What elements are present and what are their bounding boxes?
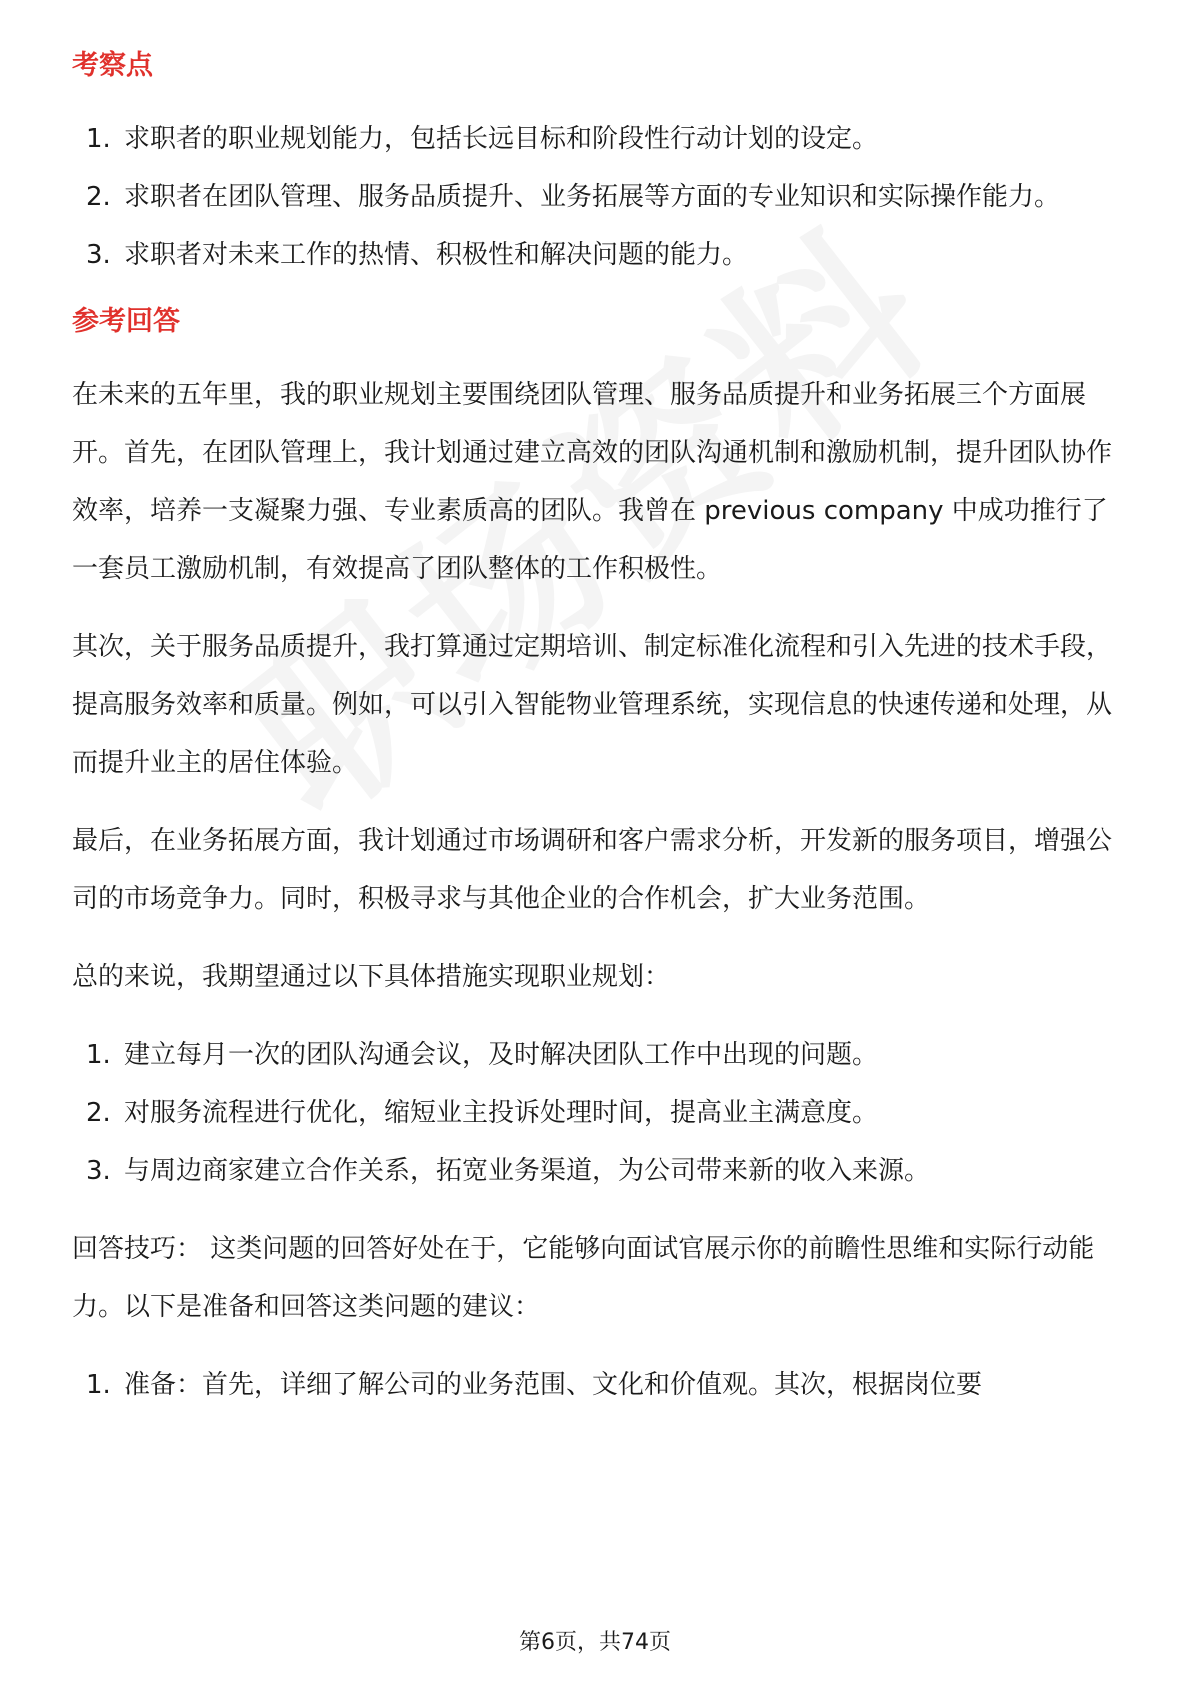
list-text: 与周边商家建立合作关系，拓宽业务渠道，为公司带来新的收入来源。 <box>124 1156 931 1186</box>
section-title-reference-answer: 参考回答 <box>72 306 180 337</box>
list-item <box>72 226 1122 284</box>
tips-list <box>72 1356 1122 1414</box>
list-item <box>72 1084 1122 1142</box>
list-number: 1. <box>86 124 111 154</box>
list-number: 1. <box>86 1370 111 1400</box>
answer-paragraph: 其次，关于服务品质提升，我打算通过定期培训、制定标准化流程和引入先进的技术手段，提高服务效率和质量。例如，可以引入智能物业管理系统，实现信息的快速传递和处理，从而提升业主的居住体验。 <box>72 632 1113 778</box>
list-text: 建立每月一次的团队沟通会议，及时解决团队工作中出现的问题。 <box>124 1040 879 1070</box>
list-text: 求职者在团队管理、服务品质提升、业务拓展等方面的专业知识和实际操作能力。 <box>124 182 1061 212</box>
answer-paragraph: 最后，在业务拓展方面，我计划通过市场调研和客户需求分析，开发新的服务项目，增强公司的市场竞争力。同时，积极寻求与其他企业的合作机会，扩大业务范围。 <box>72 826 1113 914</box>
document-body <box>72 48 1122 1434</box>
list-number: 2. <box>86 182 111 212</box>
list-item <box>72 1026 1122 1084</box>
list-item <box>72 1356 1122 1414</box>
list-number: 1. <box>86 1040 111 1070</box>
list-text: 对服务流程进行优化，缩短业主投诉处理时间，提高业主满意度。 <box>124 1098 879 1128</box>
list-number: 3. <box>86 1156 111 1186</box>
list-item <box>72 168 1122 226</box>
list-number: 2. <box>86 1098 111 1128</box>
section-title-key-points: 考察点 <box>72 50 153 81</box>
list-item <box>72 1142 1122 1200</box>
list-text: 求职者对未来工作的热情、积极性和解决问题的能力。 <box>124 240 749 270</box>
answer-paragraph: 总的来说，我期望通过以下具体措施实现职业规划： <box>72 962 671 992</box>
list-text: 求职者的职业规划能力，包括长远目标和阶段性行动计划的设定。 <box>124 124 879 154</box>
measures-list <box>72 1026 1122 1200</box>
list-text: 准备：首先，详细了解公司的业务范围、文化和价值观。其次，根据岗位要 <box>124 1370 983 1400</box>
answer-tips-paragraph: 回答技巧： 这类问题的回答好处在于，它能够向面试官展示你的前瞻性思维和实际行动能力。以下是准备和回答这类问题的建议： <box>72 1234 1095 1322</box>
key-points-list <box>72 110 1122 284</box>
page-number: 第6页，共74页 <box>519 1630 671 1655</box>
list-item <box>72 110 1122 168</box>
answer-paragraph: 在未来的五年里，我的职业规划主要围绕团队管理、服务品质提升和业务拓展三个方面展开。首先，在团队管理上，我计划通过建立高效的团队沟通机制和激励机制，提升团队协作效率，培养一支凝聚力强、专业素质高的团队。我曾在 previous company 中成功推行了一套员工激励机制，有效提高了团队整体的工作积极性。 <box>72 380 1113 584</box>
list-number: 3. <box>86 240 111 270</box>
